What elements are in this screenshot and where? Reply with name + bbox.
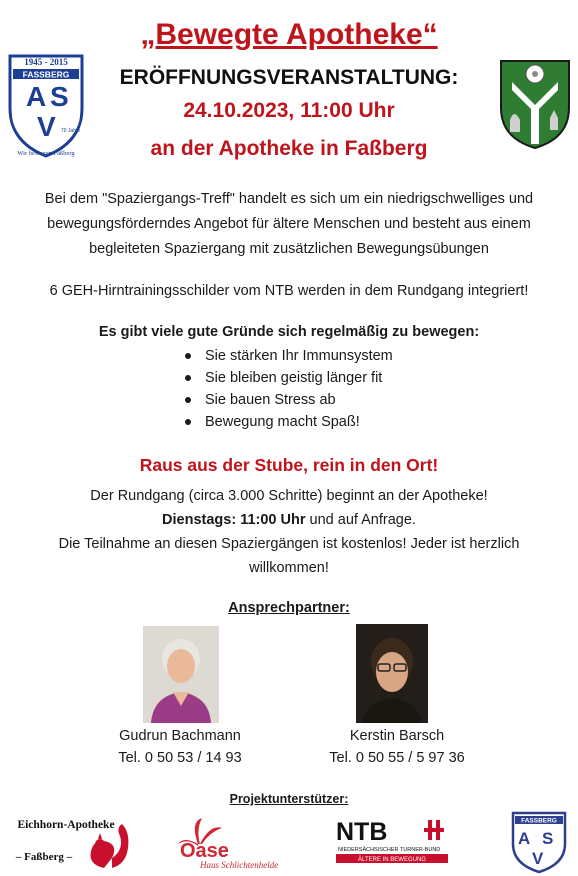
list-item: Sie stärken Ihr Immunsystem xyxy=(183,345,393,367)
list-item: Bewegung macht Spaß! xyxy=(183,411,393,433)
page-subtitle: ERÖFFNUNGSVERANSTALTUNG: xyxy=(119,66,459,89)
schedule-time: Dienstags: 11:00 Uhr xyxy=(162,512,306,528)
contact-phone: Tel. 0 50 55 / 5 97 36 xyxy=(329,750,465,766)
ntb-line1: NIEDERSÄCHSISCHER TURNER-BUND xyxy=(338,847,441,853)
oase-logo xyxy=(176,814,322,870)
contact-photo-bachmann xyxy=(143,626,219,723)
ntb-line2: ÄLTERE IN BEWEGUNG xyxy=(358,857,426,863)
asv-small-club: FASSBERG xyxy=(521,817,557,825)
turner-cross-icon xyxy=(424,820,444,840)
svg-text:A: A xyxy=(518,829,531,848)
contacts-heading: Ansprechpartner: xyxy=(228,600,350,616)
event-date: 24.10.2023, 11:00 Uhr xyxy=(183,99,395,122)
signs-paragraph: 6 GEH-Hirntrainingsschilder vom NTB werden in dem Rundgang integriert! xyxy=(49,283,529,299)
asv-jubilee: 70 Jahre xyxy=(61,128,81,134)
asv-club: FASSBERG xyxy=(22,69,70,80)
asv-small-logo xyxy=(510,810,568,874)
eichhorn-apotheke-logo xyxy=(8,814,132,870)
svg-text:V: V xyxy=(532,849,544,868)
eichhorn-name: Eichhorn-Apotheke xyxy=(17,819,115,831)
list-item: Sie bauen Stress ab xyxy=(183,389,393,411)
free-text: Die Teilnahme an diesen Spaziergängen ist kostenlos! Jeder ist herzlich willkommen! xyxy=(58,536,520,576)
page-title: „Bewegte Apotheke“ xyxy=(140,18,438,51)
reasons-list xyxy=(183,345,393,433)
ntb-name: NTB xyxy=(336,818,388,846)
intro-paragraph: Bei dem "Spaziergangs-Treff" handelt es sich um ein niedrigschwelliges und bewegungsförderndes Angebot für ältere Menschen und besteht aus einem begleiteten Spaziergang mit zusätzlichen Bewegungsübungen xyxy=(44,191,534,257)
event-location: an der Apotheke in Faßberg xyxy=(150,137,428,160)
contact-phone: Tel. 0 50 53 / 14 93 xyxy=(118,750,242,766)
svg-text:V: V xyxy=(37,111,56,142)
info-block xyxy=(20,484,558,580)
ntb-logo xyxy=(334,816,458,866)
svg-text:A: A xyxy=(26,81,47,112)
svg-text:S: S xyxy=(542,829,554,848)
sponsors-heading: Projektunterstützer: xyxy=(229,792,349,806)
schedule-rest: und auf Anfrage. xyxy=(305,512,416,528)
asv-years: 1945 - 2015 xyxy=(24,57,68,67)
asv-motto: Wir bewegen Faßberg xyxy=(17,150,75,157)
svg-text:S: S xyxy=(50,81,69,112)
oase-name: Oase xyxy=(180,840,229,862)
contact-name: Kerstin Barsch xyxy=(349,728,445,744)
schedule-line xyxy=(20,508,558,532)
route-text: Der Rundgang (circa 3.000 Schritte) beginnt an der Apotheke! xyxy=(90,488,488,504)
list-item: Sie bleiben geistig länger fit xyxy=(183,367,393,389)
contact-name: Gudrun Bachmann xyxy=(119,728,241,744)
oase-sub: Haus Schlichtenhelde xyxy=(200,860,279,870)
eichhorn-town: – Faßberg – xyxy=(15,851,73,863)
reasons-heading: Es gibt viele gute Gründe sich regelmäßig zu bewegen: xyxy=(98,324,480,340)
contact-photo-barsch xyxy=(356,624,428,723)
slogan: Raus aus der Stube, rein in den Ort! xyxy=(139,455,439,475)
